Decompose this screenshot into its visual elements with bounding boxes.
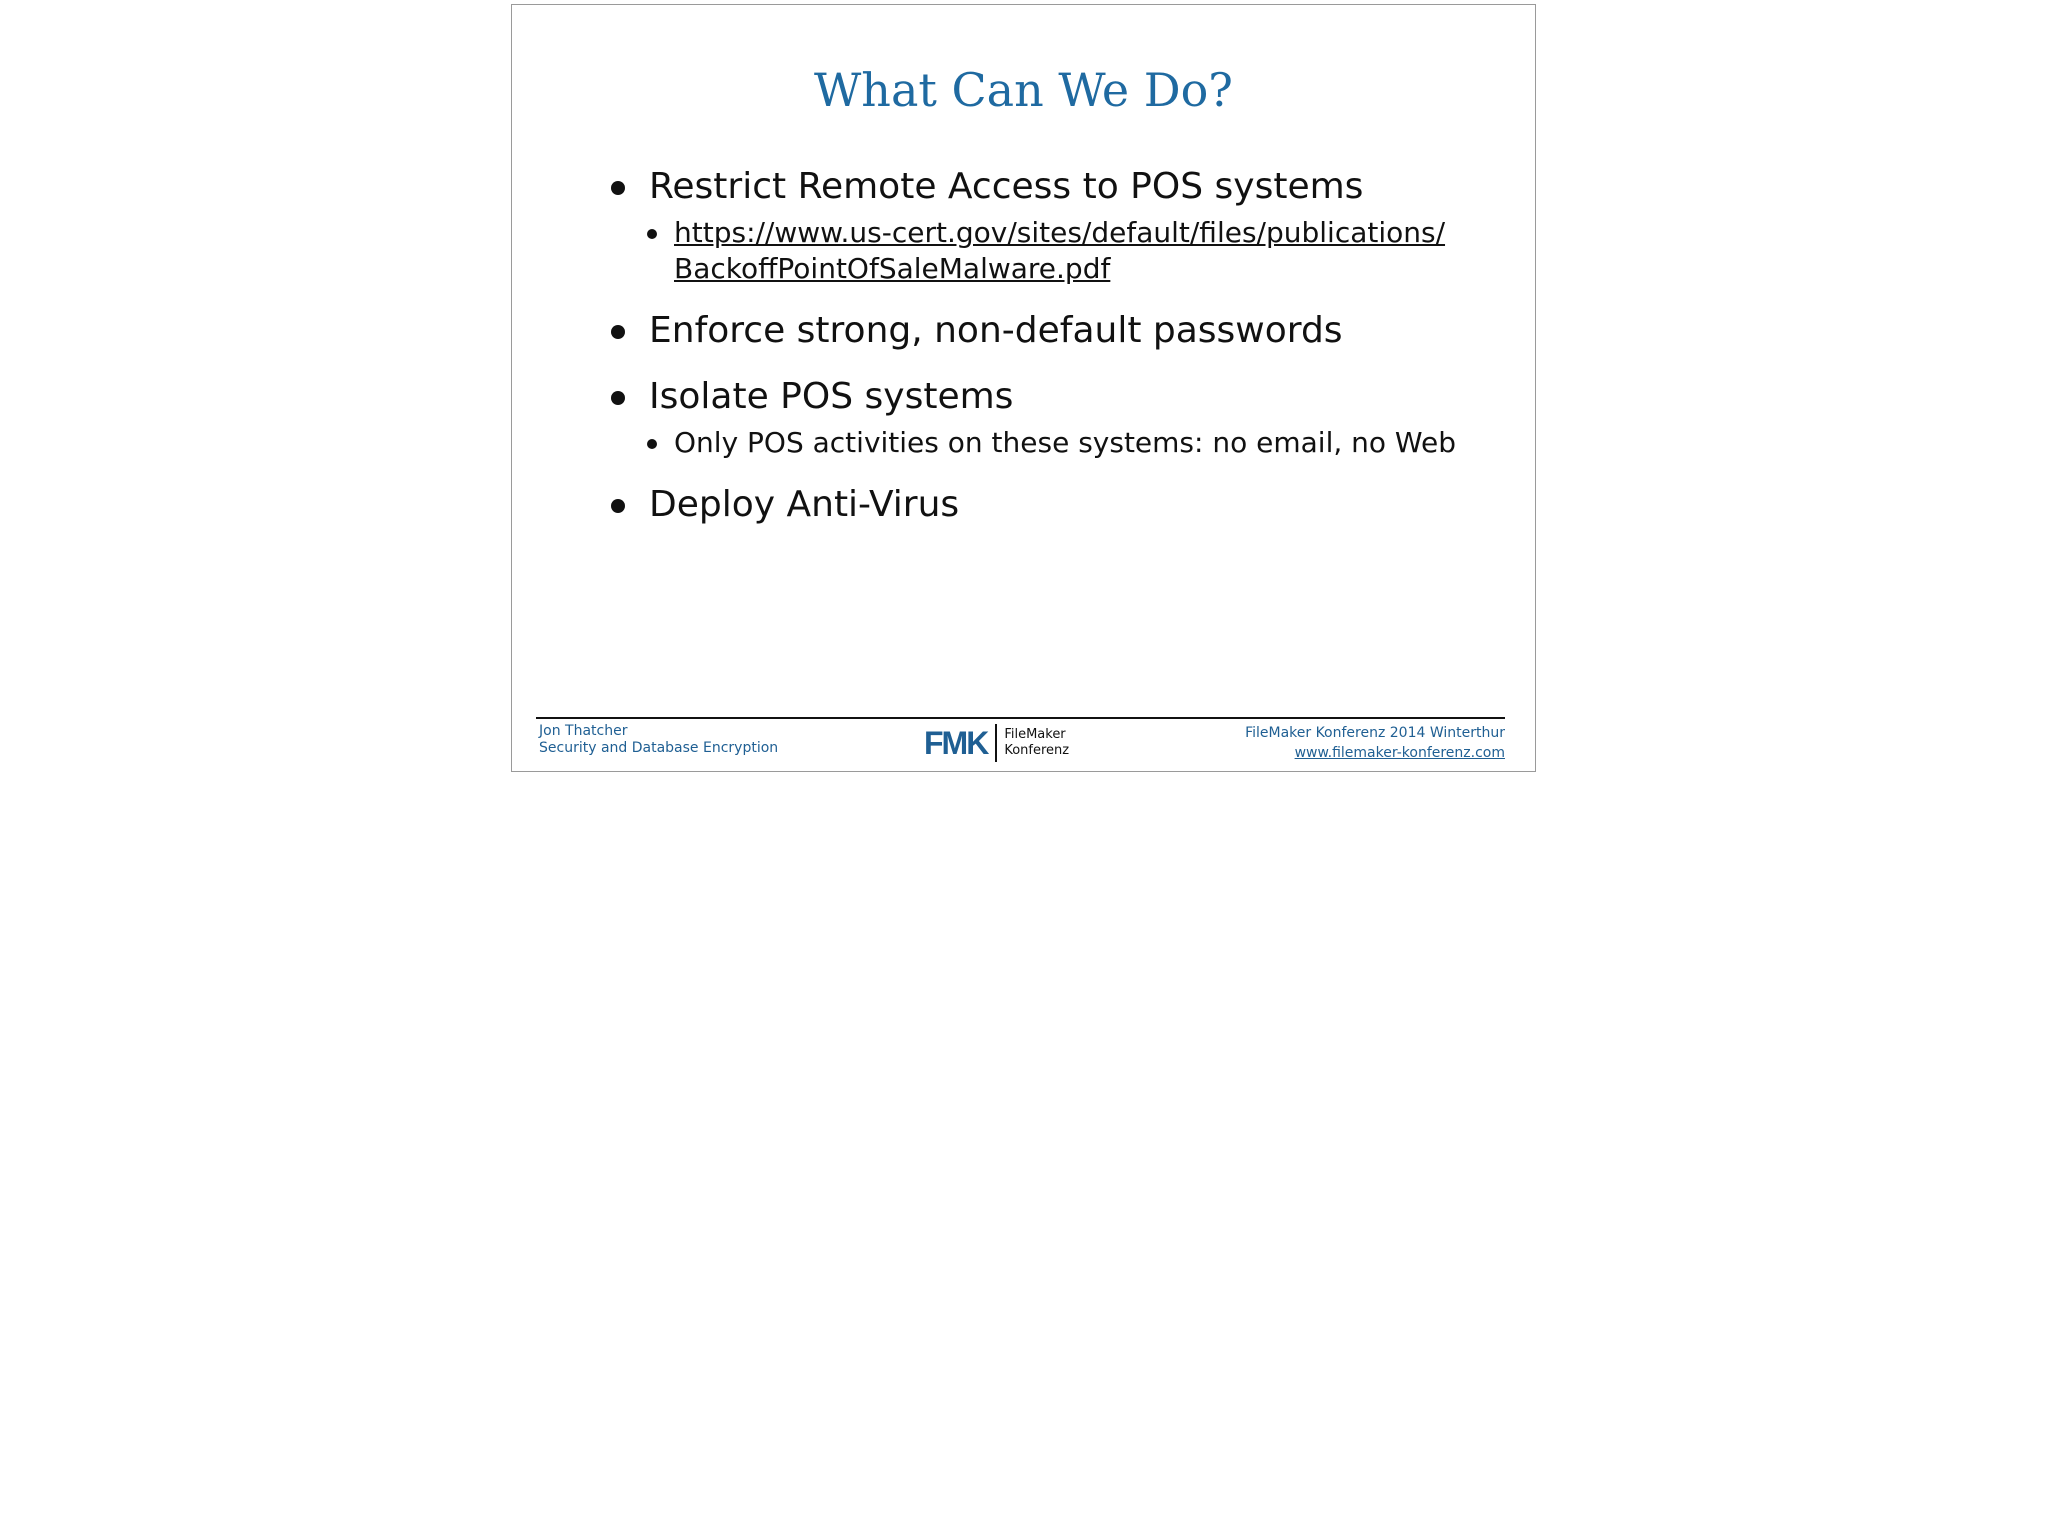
sub-bullet-list bbox=[597, 425, 1497, 461]
bullet-item bbox=[597, 165, 1497, 287]
slide bbox=[511, 4, 1536, 772]
footer-author: Jon Thatcher bbox=[539, 723, 628, 739]
sub-bullet-list bbox=[597, 215, 1497, 287]
bullet-dot-icon bbox=[611, 391, 625, 405]
sub-bullet-dot-icon bbox=[647, 229, 657, 239]
pdf-link[interactable]: https://www.us-cert.gov/sites/default/files/publications/ BackoffPointOfSaleMalware.pdf bbox=[674, 216, 1446, 285]
bullet-item bbox=[597, 375, 1497, 461]
bullet-list bbox=[597, 165, 1497, 549]
sub-bullet-dot-icon bbox=[647, 439, 657, 449]
bullet-text: Isolate POS systems bbox=[649, 376, 1014, 417]
logo-line-1: FileMaker bbox=[1004, 727, 1066, 742]
bullet-text: Restrict Remote Access to POS systems bbox=[649, 166, 1364, 207]
footer-event: FileMaker Konferenz 2014 Winterthur bbox=[1245, 725, 1505, 741]
footer-url-link[interactable]: www.filemaker-konferenz.com bbox=[1294, 745, 1505, 761]
fmk-logo bbox=[924, 722, 1069, 764]
bullet-text: Enforce strong, non-default passwords bbox=[649, 310, 1343, 351]
logo-wordmark bbox=[1004, 727, 1069, 759]
footer-divider bbox=[536, 717, 1505, 719]
bullet-item bbox=[597, 483, 1497, 527]
bullet-dot-icon bbox=[611, 499, 625, 513]
footer-right bbox=[1245, 723, 1505, 763]
bullet-item bbox=[597, 309, 1497, 353]
bullet-dot-icon bbox=[611, 181, 625, 195]
footer-talk-title: Security and Database Encryption bbox=[539, 740, 779, 756]
sub-bullet-item bbox=[597, 215, 1497, 287]
sub-bullet-text: Only POS activities on these systems: no email, no Web bbox=[674, 426, 1456, 459]
footer-left bbox=[539, 723, 778, 757]
bullet-text: Deploy Anti-Virus bbox=[649, 484, 960, 525]
logo-line-2: Konferenz bbox=[1004, 743, 1070, 758]
slide-title: What Can We Do? bbox=[814, 63, 1233, 117]
sub-bullet-item bbox=[597, 425, 1497, 461]
bullet-dot-icon bbox=[611, 325, 625, 339]
logo-mark: FMK bbox=[924, 725, 988, 761]
logo-separator bbox=[995, 724, 997, 762]
